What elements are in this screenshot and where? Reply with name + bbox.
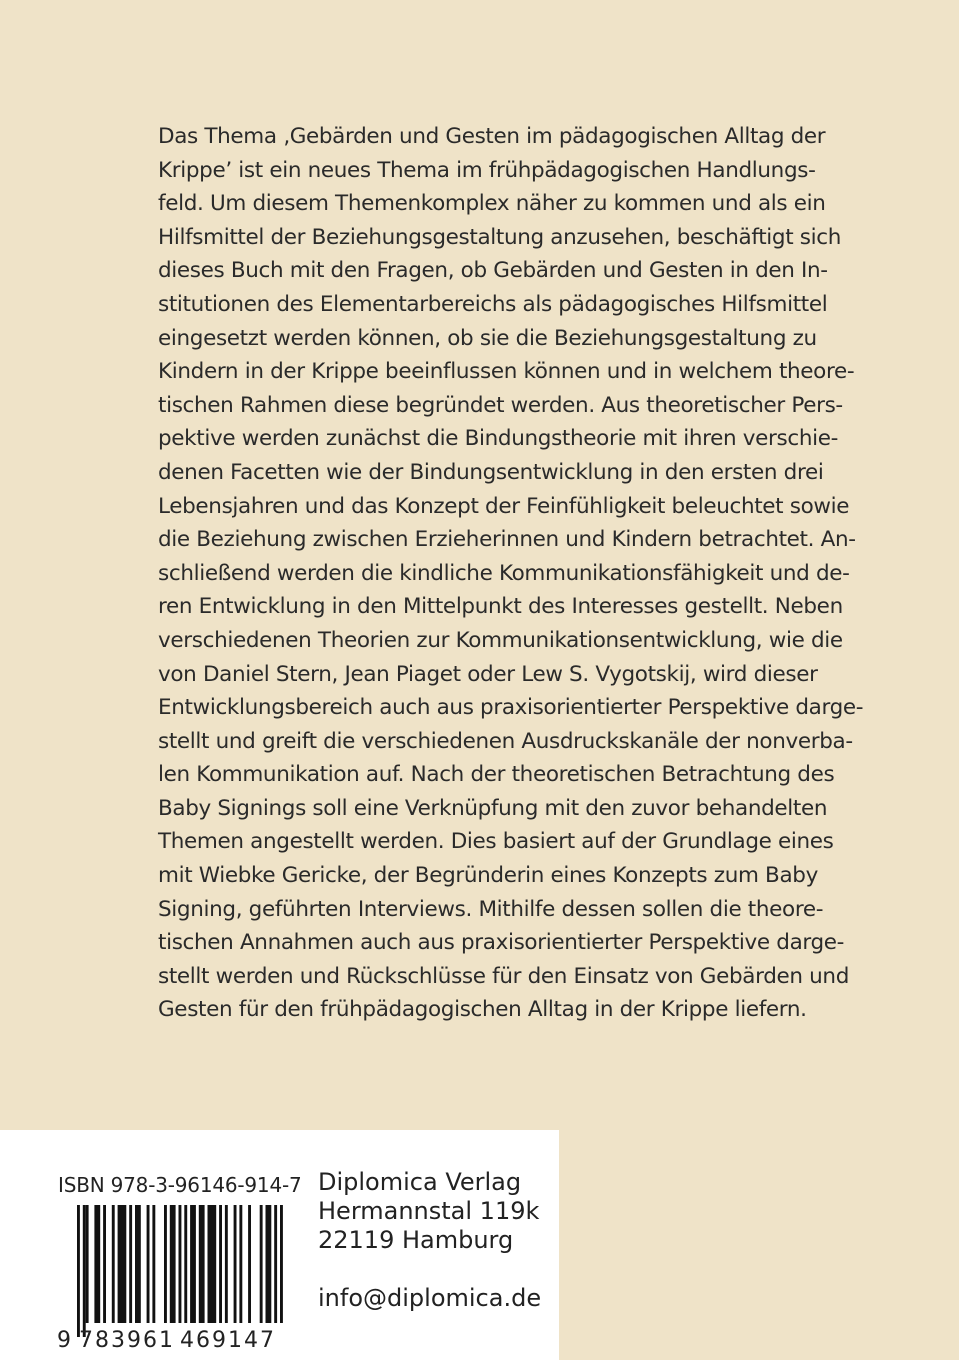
barcode-digits-left: 783961 <box>79 1328 175 1353</box>
blurb-line: ren Entwicklung in den Mittelpunkt des Interesses gestellt. Neben <box>158 594 843 620</box>
blurb-line: Das Thema ‚Gebärden und Gesten im pädagogischen Alltag der <box>158 124 826 149</box>
barcode-bar <box>94 1205 100 1323</box>
blurb-line: stitutionen des Elementarbereichs als pädagogisches Hilfsmittel <box>158 291 828 317</box>
barcode-bar <box>170 1205 176 1323</box>
isbn-publisher-box <box>0 1130 559 1360</box>
barcode-bar <box>234 1205 237 1323</box>
barcode-bar <box>184 1205 187 1323</box>
blurb-line: die Beziehung zwischen Erzieherinnen und Kindern betrachtet. An- <box>158 527 856 553</box>
blurb-line: Baby Signings soll eine Verknüpfung mit den zuvor behandelten <box>158 795 828 821</box>
barcode-digit-first: 9 <box>57 1328 71 1353</box>
barcode-bar <box>248 1205 251 1323</box>
blurb-line: stellt werden und Rückschlüsse für den Einsatz von Gebärden und <box>158 963 850 989</box>
blurb-line: verschiedenen Theorien zur Kommunikationsentwicklung, wie die <box>158 627 843 653</box>
blurb-line: stellt und greift die verschiedenen Ausdruckskanäle der nonverba- <box>158 728 853 754</box>
barcode-bar <box>260 1205 263 1323</box>
barcode-bar <box>274 1205 277 1323</box>
barcode-bar <box>135 1205 141 1323</box>
blurb-line: von Daniel Stern, Jean Piaget oder Lew S. Vygotskij, wird dieser <box>158 661 818 687</box>
isbn-label: ISBN 978-3-96146-914-7 <box>58 1173 302 1197</box>
blurb-line: Lebensjahren und das Konzept der Feinfühligkeit beleuchtet sowie <box>158 493 850 519</box>
blurb-line: tischen Annahmen auch aus praxisorientierter Perspektive darge- <box>158 930 845 956</box>
barcode-bar <box>164 1205 167 1323</box>
blurb-line: denen Facetten wie der Bindungsentwicklung in den ersten drei <box>158 459 824 485</box>
publisher-email[interactable]: info@diplomica.de <box>318 1284 542 1312</box>
barcode-bar <box>199 1205 205 1323</box>
barcode-bar <box>190 1205 196 1323</box>
blurb-line: feld. Um diesem Themenkomplex näher zu kommen und als ein <box>158 191 826 217</box>
barcode-bar <box>147 1205 150 1323</box>
barcode-bar <box>266 1205 272 1323</box>
barcode-bar <box>83 1205 86 1337</box>
barcode-bar <box>219 1205 222 1323</box>
blurb-line: Signing, geführten Interviews. Mithilfe dessen sollen die theore- <box>158 896 824 922</box>
blurb-line: dieses Buch mit den Fragen, ob Gebärden und Gesten in den In- <box>158 258 828 284</box>
barcode-bar <box>225 1205 228 1323</box>
blurb-line: Kindern in der Krippe beeinflussen können und in welchem theore- <box>158 359 855 385</box>
blurb-line: mit Wiebke Gericke, der Begründerin eines Konzepts zum Baby <box>158 863 818 889</box>
barcode-digits-right: 469147 <box>180 1328 276 1353</box>
barcode-bar <box>152 1205 155 1323</box>
publisher-city: 22119 Hamburg <box>318 1226 514 1254</box>
blurb-line: Themen angestellt werden. Dies basiert auf der Grundlage eines <box>158 829 834 855</box>
barcode <box>55 1205 285 1353</box>
barcode-bar <box>118 1205 127 1323</box>
blurb-line: len Kommunikation auf. Nach der theoretischen Betrachtung des <box>158 762 835 788</box>
barcode-bar <box>239 1205 242 1323</box>
publisher-address <box>318 1168 541 1313</box>
back-cover-blurb <box>158 120 864 1027</box>
publisher-name: Diplomica Verlag <box>318 1168 522 1196</box>
blurb-line: Krippe’ ist ein neues Thema im frühpädagogischen Handlungs- <box>158 157 816 183</box>
barcode-bar <box>86 1205 89 1323</box>
barcode-bar <box>103 1205 106 1323</box>
publisher-street: Hermannstal 119k <box>318 1197 540 1225</box>
blurb-line: tischen Rahmen diese begründet werden. Aus theoretischer Pers- <box>158 392 843 418</box>
barcode-graphic <box>55 1205 285 1353</box>
barcode-bar <box>280 1205 283 1323</box>
blurb-line: schließend werden die kindliche Kommunikationsfähigkeit und de- <box>158 560 850 586</box>
blurb-line: Gesten für den frühpädagogischen Alltag in der Krippe liefern. <box>158 997 807 1023</box>
blurb-line: Hilfsmittel der Beziehungsgestaltung anzusehen, beschäftigt sich <box>158 224 841 250</box>
blurb-line: pektive werden zunächst die Bindungstheorie mit ihren verschie- <box>158 426 839 452</box>
barcode-bar <box>129 1205 132 1323</box>
barcode-bar <box>112 1205 115 1323</box>
barcode-bar <box>208 1205 217 1323</box>
barcode-bar <box>77 1205 80 1337</box>
blurb-line: Entwicklungsbereich auch aus praxisorientierter Perspektive darge- <box>158 695 864 721</box>
blurb-line: eingesetzt werden können, ob sie die Beziehungsgestaltung zu <box>158 325 817 351</box>
barcode-bar <box>179 1205 182 1323</box>
